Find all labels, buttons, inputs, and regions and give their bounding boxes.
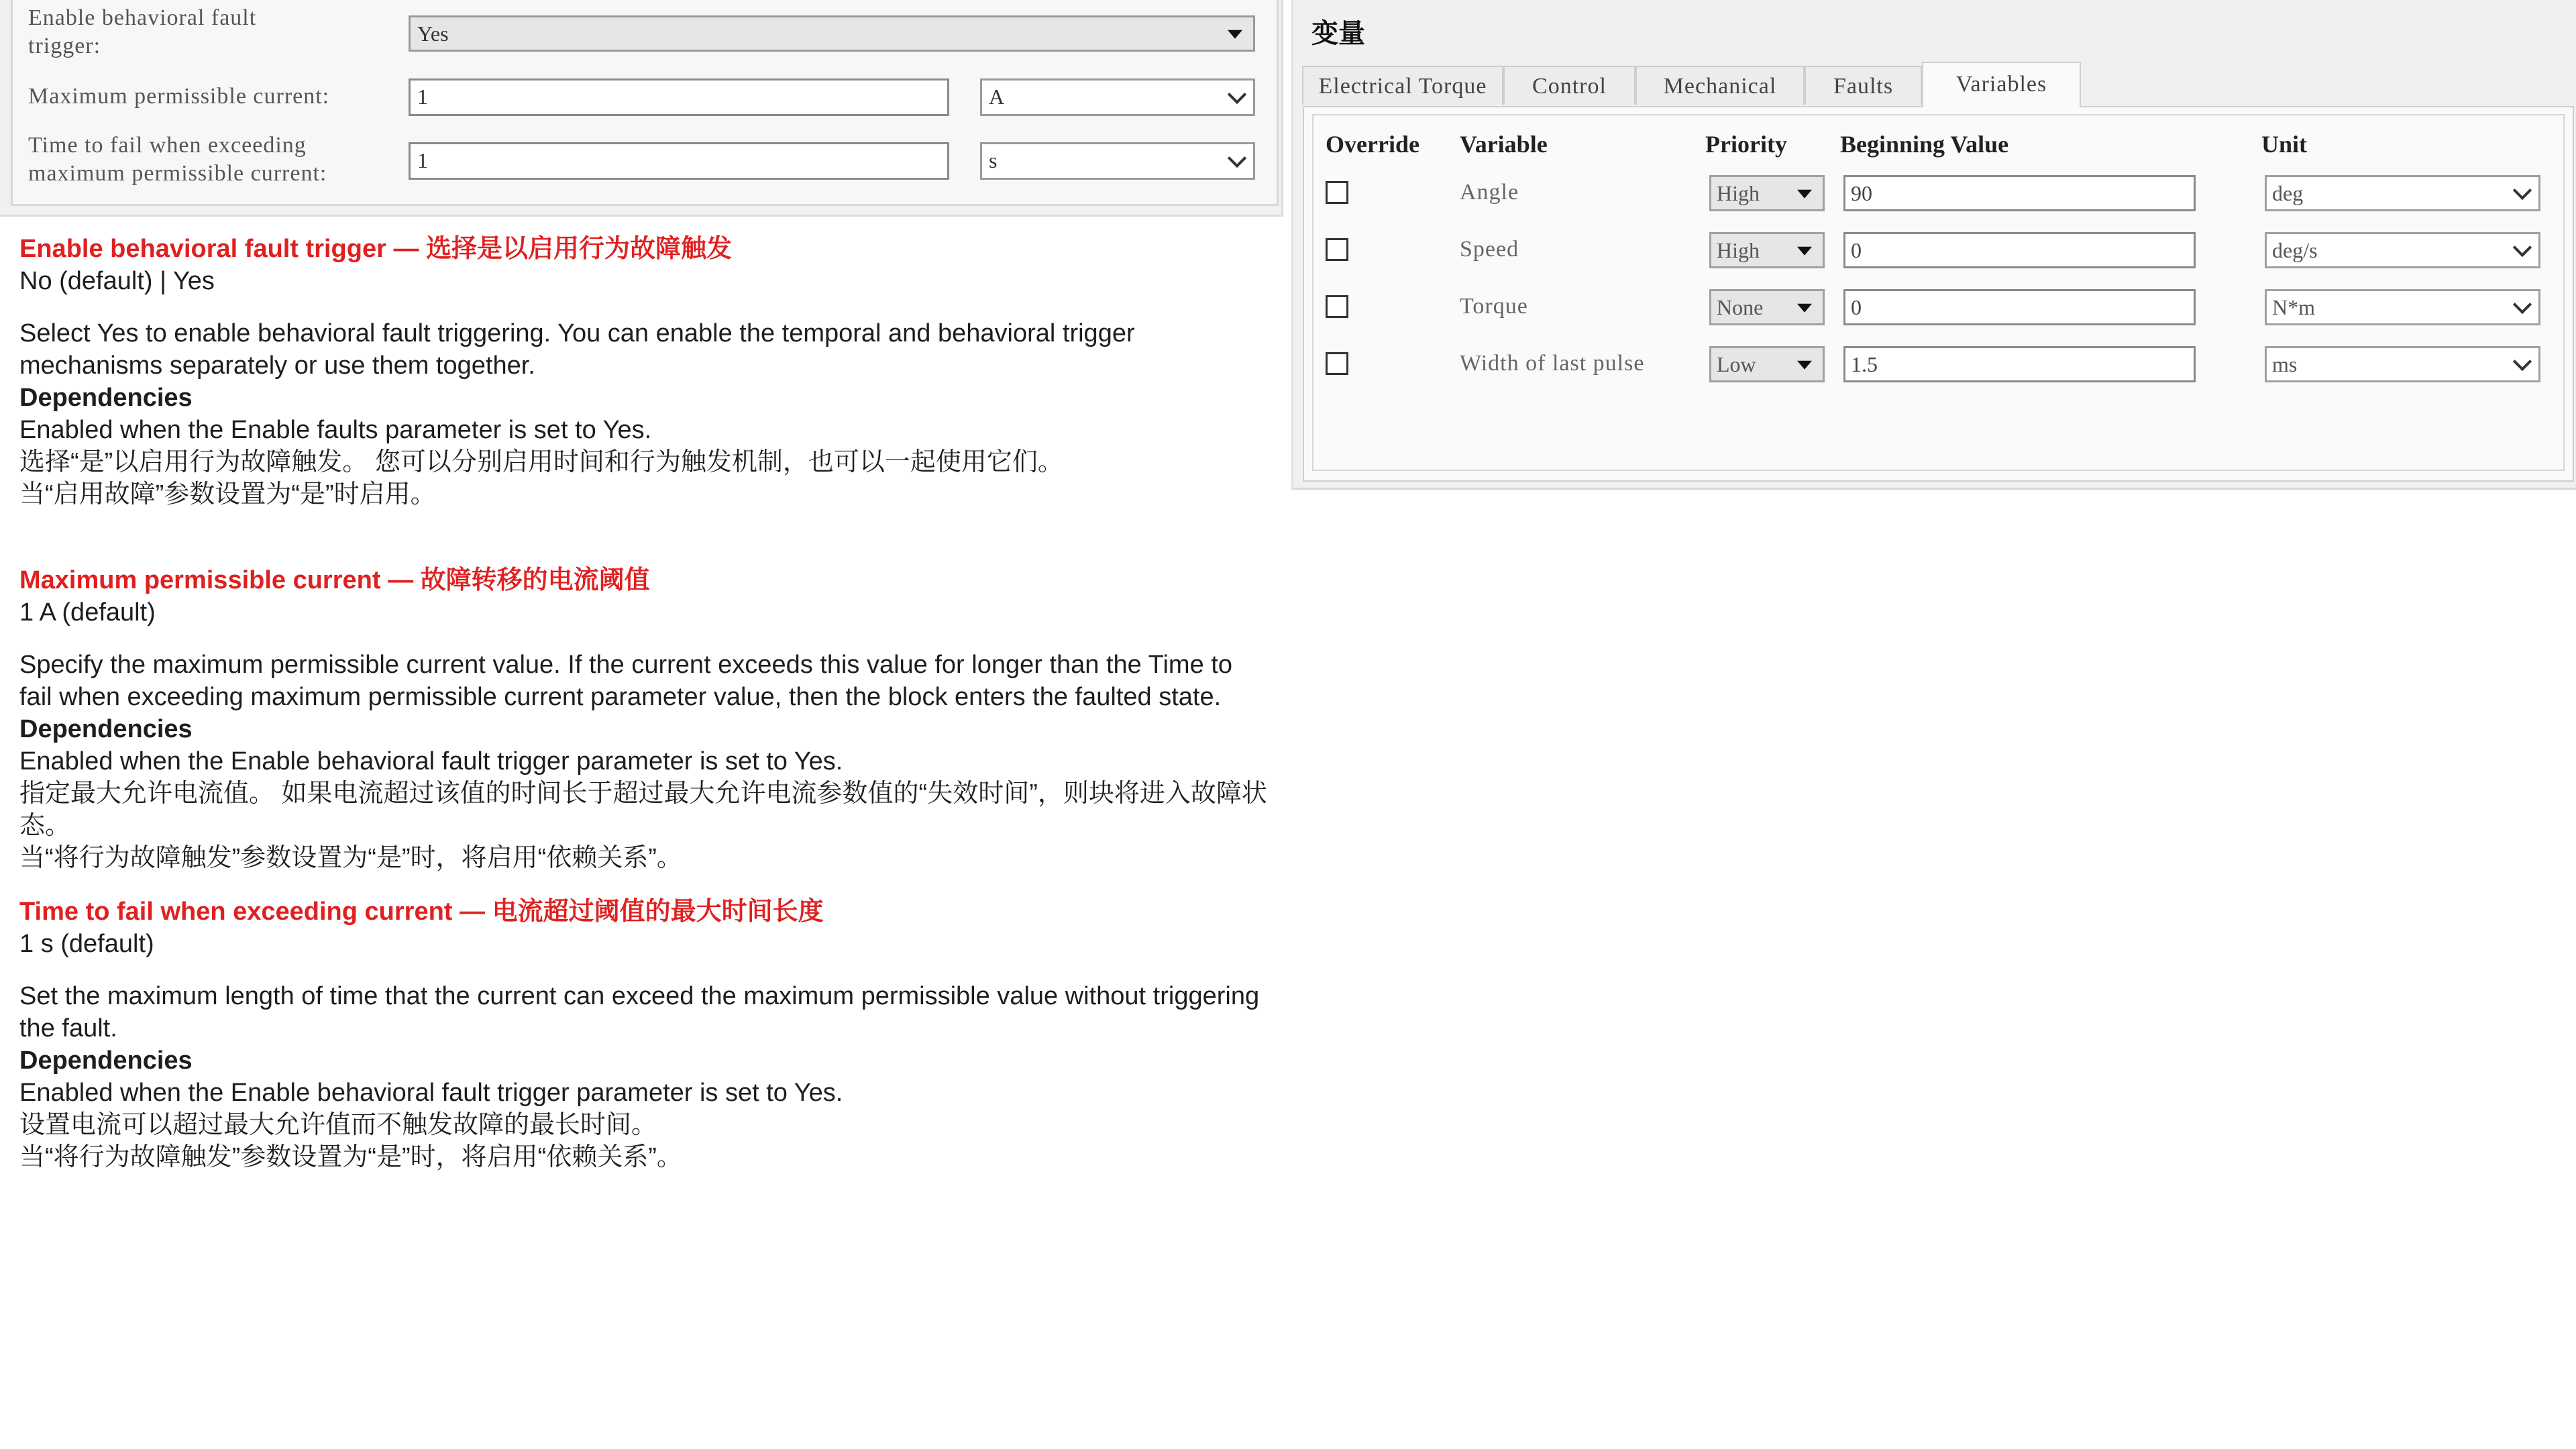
chevron-down-icon bbox=[1228, 85, 1246, 104]
enable-label-line1: Enable behavioral fault bbox=[28, 5, 257, 30]
override-checkbox[interactable] bbox=[1326, 295, 1348, 318]
time-to-fail-label bbox=[28, 131, 327, 188]
chinese-dependency-text: 当“将行为故障触发”参数设置为“是”时，将启用“依赖关系”。 bbox=[19, 1143, 682, 1171]
variable-column-header: Variable bbox=[1460, 131, 1548, 158]
dropdown-arrow-icon bbox=[1228, 30, 1242, 39]
unit-dropdown[interactable] bbox=[2265, 346, 2540, 382]
variable-name: Angle bbox=[1460, 180, 1519, 205]
time-fail-label-line2: maximum permissible current: bbox=[28, 161, 327, 186]
description-text: Select Yes to enable behavioral fault triggering. You can enable the temporal and behavioral trigger mechanisms separately or use them together. bbox=[19, 319, 1135, 380]
default-value-text: 1 s (default) bbox=[19, 930, 154, 958]
doc-section-time-to-fail bbox=[19, 896, 1267, 1173]
doc-section-max-current bbox=[19, 564, 1267, 874]
unit-value: N*m bbox=[2272, 295, 2315, 319]
priority-dropdown[interactable] bbox=[1709, 289, 1825, 325]
description-text: Specify the maximum permissible current value. If the current exceeds this value for longer than the Time to fail when exceeding maximum permissible current parameter value, then the block enters the faulted state. bbox=[19, 651, 1232, 711]
max-current-unit-dropdown[interactable] bbox=[980, 78, 1255, 116]
dependencies-text: Enabled when the Enable behavioral fault trigger parameter is set to Yes. bbox=[19, 1079, 843, 1107]
override-checkbox[interactable] bbox=[1326, 181, 1348, 204]
variable-name: Speed bbox=[1460, 237, 1519, 262]
tab-electrical-torque[interactable]: Electrical Torque bbox=[1302, 66, 1503, 105]
dependencies-heading: Dependencies bbox=[19, 384, 193, 412]
max-current-unit-value: A bbox=[989, 85, 1005, 109]
enable-dropdown-value: Yes bbox=[417, 21, 449, 46]
priority-value: High bbox=[1717, 181, 1760, 205]
doc-section-enable-trigger bbox=[19, 233, 1267, 511]
priority-dropdown[interactable] bbox=[1709, 232, 1825, 268]
override-checkbox[interactable] bbox=[1326, 238, 1348, 261]
tab-mechanical[interactable]: Mechanical bbox=[1635, 66, 1805, 105]
dependencies-text: Enabled when the Enable behavioral fault trigger parameter is set to Yes. bbox=[19, 747, 843, 775]
chevron-down-icon bbox=[2513, 238, 2532, 257]
chevron-down-icon bbox=[2513, 295, 2532, 314]
section-heading: Time to fail when exceeding current — 电流超过阈值的最大时间长度 bbox=[19, 898, 824, 926]
unit-value: deg/s bbox=[2272, 238, 2318, 262]
unit-dropdown[interactable] bbox=[2265, 175, 2540, 211]
dropdown-arrow-icon bbox=[1797, 190, 1812, 199]
section-heading: Enable behavioral fault trigger — 选择是以启用行为故障触发 bbox=[19, 235, 733, 263]
override-column-header: Override bbox=[1326, 131, 1419, 158]
override-checkbox[interactable] bbox=[1326, 352, 1348, 375]
enable-behavioral-fault-label bbox=[28, 4, 256, 60]
enable-label-line2: trigger: bbox=[28, 34, 101, 58]
chinese-description-text: 指定最大允许电流值。 如果电流超过该值的时间长于超过最大允许电流参数值的“失效时间”，则块将进入故障状态。 bbox=[19, 780, 1267, 840]
section-heading: Maximum permissible current — 故障转移的电流阈值 bbox=[19, 566, 650, 594]
variables-panel bbox=[1291, 0, 2576, 490]
default-value-text: 1 A (default) bbox=[19, 598, 156, 627]
time-to-fail-input[interactable]: 1 bbox=[409, 142, 949, 180]
beginning-value-input[interactable]: 90 bbox=[1843, 175, 2196, 211]
dependencies-heading: Dependencies bbox=[19, 715, 193, 743]
dropdown-arrow-icon bbox=[1797, 247, 1812, 256]
unit-column-header: Unit bbox=[2261, 131, 2308, 158]
priority-dropdown[interactable] bbox=[1709, 346, 1825, 382]
unit-value: deg bbox=[2272, 181, 2304, 205]
priority-value: High bbox=[1717, 238, 1760, 262]
chinese-dependency-text: 当“启用故障”参数设置为“是”时启用。 bbox=[19, 480, 436, 508]
chinese-dependency-text: 当“将行为故障触发”参数设置为“是”时，将启用“依赖关系”。 bbox=[19, 844, 682, 872]
max-current-label: Maximum permissible current: bbox=[28, 84, 330, 109]
dependencies-text: Enabled when the Enable faults parameter is set to Yes. bbox=[19, 416, 652, 444]
dependencies-heading: Dependencies bbox=[19, 1046, 193, 1075]
description-text: Set the maximum length of time that the current can exceed the maximum permissible value without triggering the fault. bbox=[19, 982, 1260, 1042]
chevron-down-icon bbox=[1228, 149, 1246, 168]
dropdown-arrow-icon bbox=[1797, 304, 1812, 313]
unit-dropdown[interactable] bbox=[2265, 289, 2540, 325]
tab-variables[interactable]: Variables bbox=[1922, 62, 2081, 107]
dropdown-arrow-icon bbox=[1797, 361, 1812, 370]
tab-control[interactable]: Control bbox=[1503, 66, 1635, 105]
priority-value: None bbox=[1717, 295, 1764, 319]
unit-dropdown[interactable] bbox=[2265, 232, 2540, 268]
variable-name: Torque bbox=[1460, 294, 1528, 319]
enable-behavioral-fault-dropdown[interactable] bbox=[409, 15, 1255, 52]
time-fail-unit-value: s bbox=[989, 148, 998, 172]
panel-title: 变量 bbox=[1311, 19, 1365, 48]
chevron-down-icon bbox=[2513, 181, 2532, 200]
fault-parameters-panel bbox=[0, 0, 1283, 217]
beginning-value-column-header: Beginning Value bbox=[1840, 131, 2009, 158]
priority-dropdown[interactable] bbox=[1709, 175, 1825, 211]
time-fail-label-line1: Time to fail when exceeding bbox=[28, 133, 307, 158]
chevron-down-icon bbox=[2513, 352, 2532, 371]
variable-name: Width of last pulse bbox=[1460, 351, 1645, 376]
beginning-value-input[interactable]: 0 bbox=[1843, 289, 2196, 325]
unit-value: ms bbox=[2272, 352, 2298, 376]
beginning-value-input[interactable]: 0 bbox=[1843, 232, 2196, 268]
max-current-input[interactable]: 1 bbox=[409, 78, 949, 116]
chinese-description-text: 设置电流可以超过最大允许值而不触发故障的最长时间。 bbox=[19, 1111, 657, 1139]
time-to-fail-unit-dropdown[interactable] bbox=[980, 142, 1255, 180]
chinese-description-text: 选择“是”以启用行为故障触发。 您可以分别启用时间和行为触发机制，也可以一起使用它们。 bbox=[19, 448, 1063, 476]
default-value-text: No (default) | Yes bbox=[19, 267, 215, 295]
priority-value: Low bbox=[1717, 352, 1756, 376]
beginning-value-input[interactable]: 1.5 bbox=[1843, 346, 2196, 382]
tab-faults[interactable]: Faults bbox=[1805, 66, 1922, 105]
priority-column-header: Priority bbox=[1705, 131, 1787, 158]
